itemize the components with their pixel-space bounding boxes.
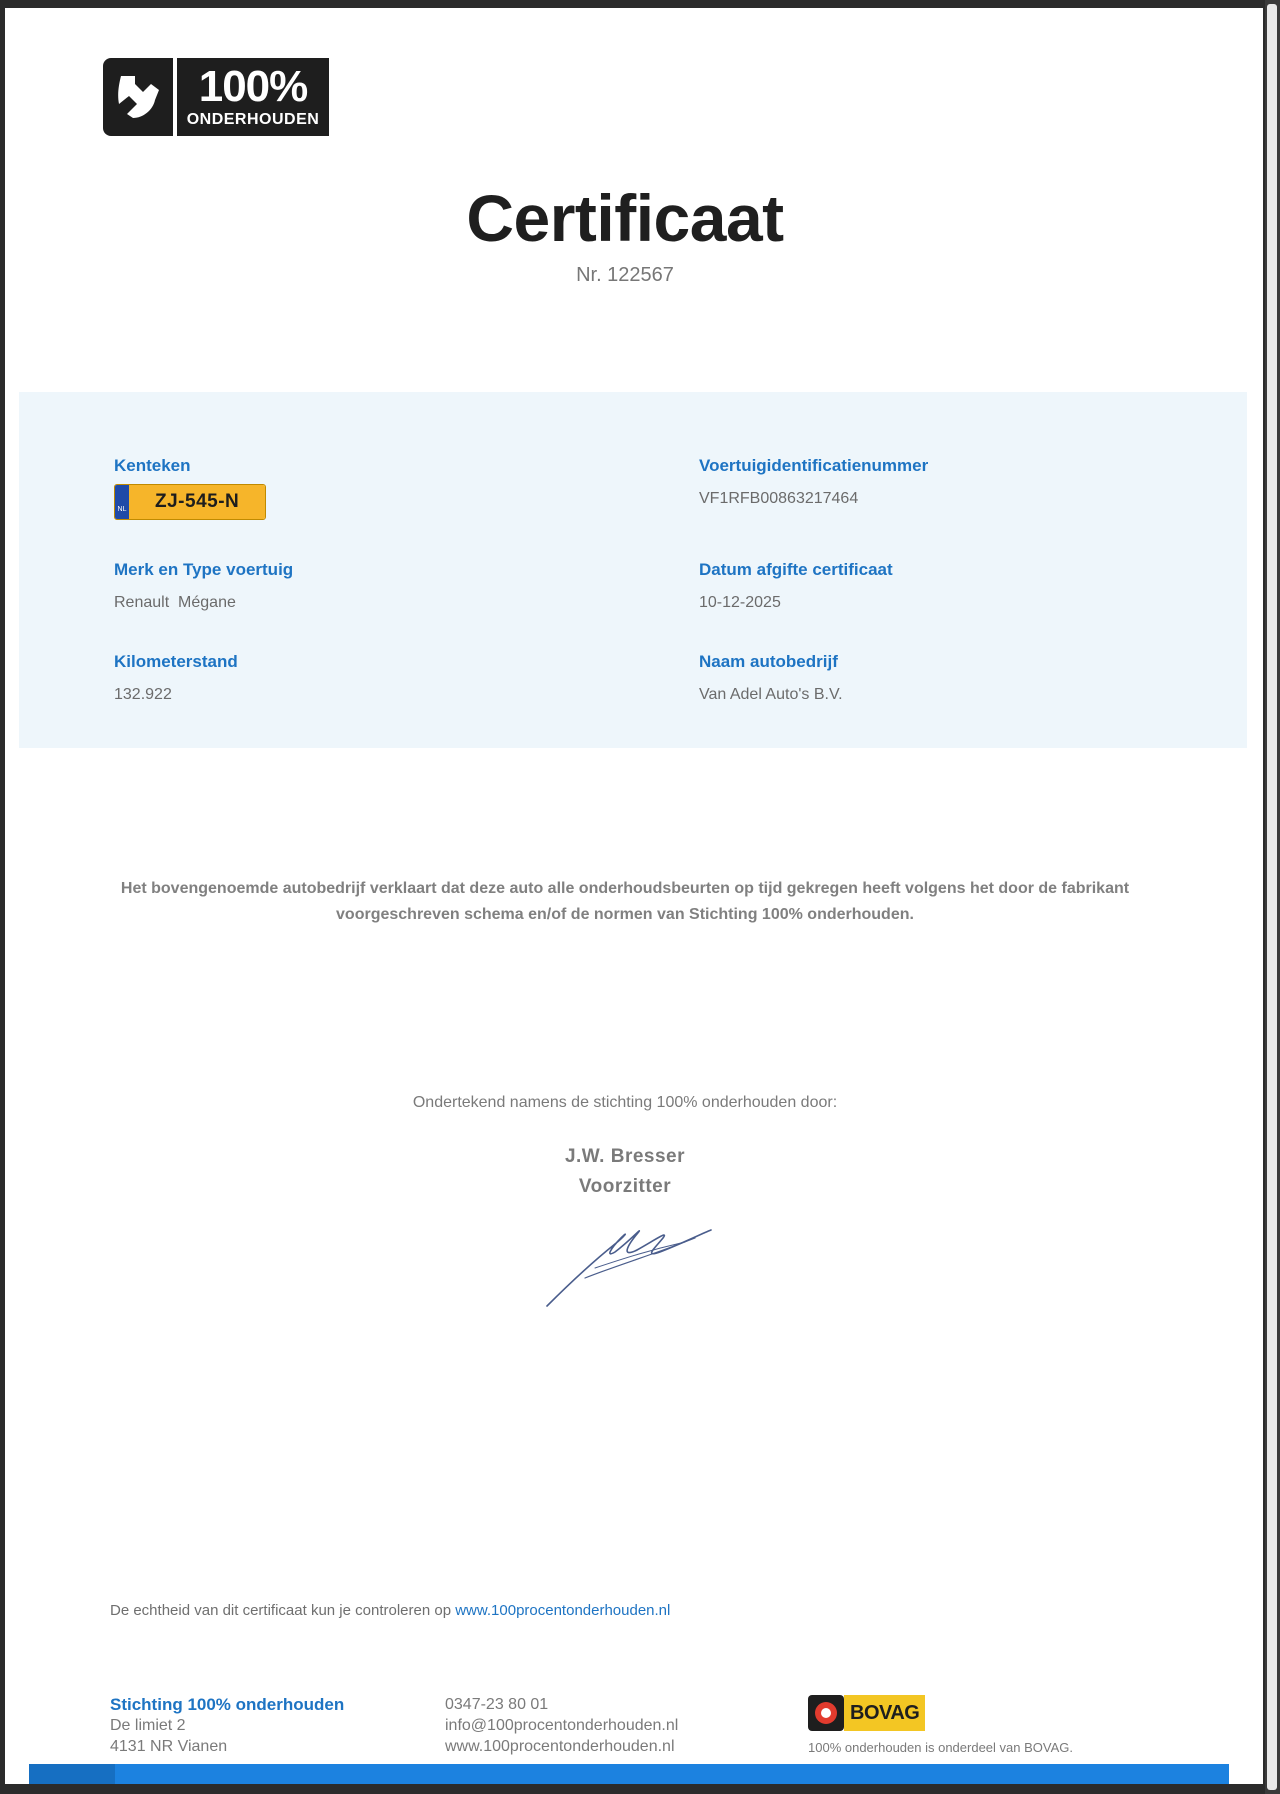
field-value: Van Adel Auto's B.V. — [699, 686, 843, 703]
signer-name: J.W. Bresser — [564, 1146, 686, 1167]
footer-contact — [445, 1694, 678, 1757]
page-title: Certificaat — [466, 181, 784, 255]
statement-line: Het bovengenoemde autobedrijf verklaart dat deze auto alle onderhoudsbeurten op tijd gekregen heeft volgens het door de fabrikant — [120, 880, 1130, 897]
field-autobedrijf — [699, 652, 843, 704]
footer-address — [110, 1694, 344, 1757]
field-label: Merk en Type voertuig — [114, 560, 294, 579]
bovag-logo — [808, 1694, 925, 1732]
field-vin — [699, 456, 928, 508]
footer-phone[interactable]: 0347-23 80 01 — [445, 1696, 549, 1713]
bovag-wordmark: BOVAG — [844, 1695, 925, 1731]
handwritten-signature — [545, 1208, 715, 1310]
license-plate — [114, 484, 266, 520]
wrench-icon — [103, 58, 173, 136]
footer-street: De limiet 2 — [110, 1717, 186, 1734]
certification-statement — [45, 876, 1205, 928]
brand-logo — [103, 56, 329, 138]
certificate-number: Nr. 122567 — [576, 264, 674, 286]
verify-line — [110, 1602, 670, 1619]
field-label: Voertuigidentificatienummer — [699, 456, 929, 475]
field-kilometerstand — [114, 652, 238, 704]
signed-by-text: Ondertekend namens de stichting 100% onderhouden door: — [412, 1094, 838, 1111]
footer-color-bar — [29, 1764, 1229, 1784]
footer-email[interactable]: info@100procentonderhouden.nl — [445, 1717, 679, 1734]
field-label: Kenteken — [114, 456, 191, 475]
field-kenteken — [114, 456, 266, 520]
footer-org-name: Stichting 100% onderhouden — [110, 1695, 345, 1714]
vehicle-info-panel — [19, 392, 1247, 748]
footer-city: 4131 NR Vianen — [110, 1738, 228, 1755]
scrollbar-thumb[interactable] — [1267, 4, 1277, 1790]
field-merk-type — [114, 560, 293, 612]
logo-percentage: 100% — [198, 62, 308, 111]
logo-subtitle: ONDERHOUDEN — [186, 111, 320, 128]
certificate-page — [5, 8, 1263, 1784]
footer-website[interactable]: www.100procentonderhouden.nl — [445, 1738, 675, 1755]
signer-role: Voorzitter — [578, 1176, 672, 1197]
field-value: 132.922 — [114, 686, 172, 703]
statement-line: voorgeschreven schema en/of de normen van Stichting 100% onderhouden. — [336, 906, 914, 923]
plate-number: ZJ-545-N — [129, 485, 265, 519]
plate-country-badge: NL — [115, 485, 129, 519]
bovag-emblem-icon — [808, 1695, 844, 1731]
footer-color-bar-accent — [29, 1764, 115, 1784]
field-label: Kilometerstand — [114, 652, 238, 671]
verify-link[interactable]: www.100procentonderhouden.nl — [455, 1602, 671, 1619]
field-value: VF1RFB00863217464 — [699, 490, 859, 507]
verify-text: De echtheid van dit certificaat kun je controleren op — [110, 1602, 456, 1619]
field-datum — [699, 560, 893, 612]
field-value: Renault Mégane — [114, 594, 236, 611]
field-label: Datum afgifte certificaat — [699, 560, 893, 579]
bovag-note: 100% onderhouden is onderdeel van BOVAG. — [808, 1740, 1073, 1755]
logo-wordmark — [177, 58, 329, 136]
field-label: Naam autobedrijf — [699, 652, 838, 671]
field-value: 10-12-2025 — [699, 594, 781, 611]
